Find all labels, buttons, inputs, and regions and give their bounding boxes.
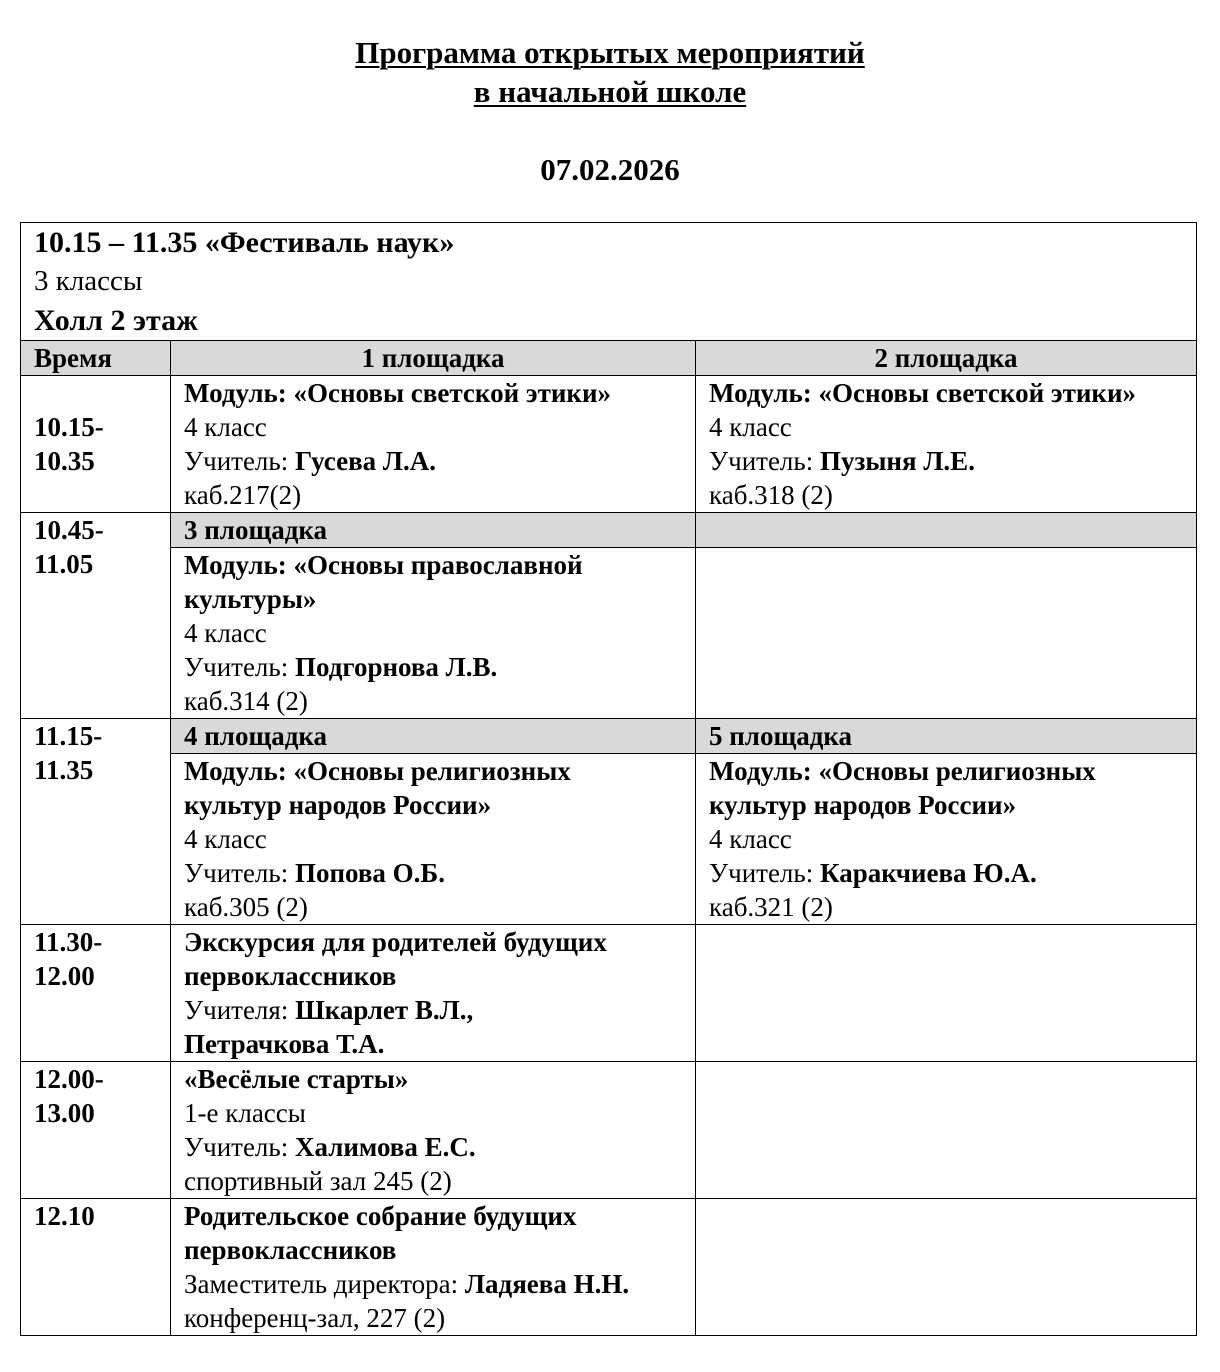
table-row: [21, 1199, 1197, 1336]
document-title-line-2: [0, 72, 1220, 112]
teacher-name: Халимова Е.С.: [294, 1132, 476, 1162]
event-room: каб.314 (2): [184, 686, 308, 716]
table-row: [21, 925, 1197, 1062]
time-start: 11.15-: [34, 721, 103, 751]
time-end: 10.35: [34, 446, 95, 476]
document-date: 07.02.2026: [540, 152, 680, 187]
time-start: 10.45-: [34, 515, 104, 545]
event-title-line-2: культур народов России»: [709, 790, 1017, 820]
document-title-line-1: [0, 33, 1220, 73]
title-line-2-text: в начальной школе: [473, 74, 747, 109]
empty-cell: [696, 1199, 1197, 1336]
event-cell: [171, 1199, 696, 1336]
block-classes: 3 классы: [34, 265, 143, 297]
time-cell: [21, 1062, 171, 1199]
time-start: 12.10: [34, 1201, 95, 1231]
event-title-line-2: культур народов России»: [184, 790, 492, 820]
event-title-line-1: Экскурсия для родителей будущих: [184, 927, 607, 957]
event-title-line-2: первоклассников: [184, 1235, 397, 1265]
event-room: спортивный зал 245 (2): [184, 1166, 452, 1196]
site-header-row: [21, 719, 1197, 754]
table-row: [21, 548, 1197, 719]
teacher-name: Гусева Л.А.: [294, 446, 437, 476]
time-end: 11.35: [34, 755, 94, 785]
time-start: 11.30-: [34, 927, 103, 957]
teacher-label: Учитель:: [709, 858, 820, 888]
title-line-1-text: Программа открытых мероприятий: [355, 35, 865, 70]
event-grade: 4 класс: [184, 824, 267, 854]
event-teacher: [184, 650, 689, 684]
event-cell: [171, 754, 696, 925]
event-title-line-1: Модуль: «Основы православной: [184, 550, 583, 580]
event-room: конференц-зал, 227 (2): [184, 1303, 446, 1333]
teacher-name: Ладяева Н.Н.: [464, 1269, 630, 1299]
schedule-table: [20, 222, 1197, 1336]
time-cell: [21, 513, 171, 719]
event-room: каб.321 (2): [709, 892, 833, 922]
event-teacher: [184, 444, 689, 478]
teacher-label: Учитель:: [184, 652, 295, 682]
teacher-label: Учитель:: [184, 1132, 295, 1162]
table-row: [21, 1062, 1197, 1199]
event-teacher: [709, 856, 1190, 890]
event-title: «Весёлые старты»: [184, 1064, 409, 1094]
table-row: [21, 754, 1197, 925]
site-header-row: [21, 513, 1197, 548]
empty-cell: [696, 548, 1197, 719]
event-title-line-2: культуры»: [184, 584, 317, 614]
event-title-line-2: первоклассников: [184, 961, 397, 991]
event-title-line-1: Модуль: «Основы религиозных: [709, 756, 1096, 786]
time-cell: [21, 925, 171, 1062]
site-label-empty: [696, 513, 1197, 548]
column-header-time: Время: [21, 341, 171, 376]
event-grade: 4 класс: [709, 824, 792, 854]
column-header-row: [21, 341, 1197, 376]
time-cell: [21, 1199, 171, 1336]
event-room: каб.305 (2): [184, 892, 308, 922]
event-grade: 4 класс: [184, 618, 267, 648]
event-title: Модуль: «Основы светской этики»: [709, 378, 1137, 408]
teacher-name: Пузыня Л.Е.: [819, 446, 975, 476]
event-cell: [171, 1062, 696, 1199]
event-grade: 1-е классы: [184, 1098, 306, 1128]
teacher-label: Учитель:: [184, 446, 295, 476]
event-title-line-1: Родительское собрание будущих: [184, 1201, 577, 1231]
teacher-name-1: Шкарлет В.Л.,: [295, 995, 474, 1025]
time-start: 10.15-: [34, 412, 104, 442]
empty-cell: [696, 1062, 1197, 1199]
teacher-name: Подгорнова Л.В.: [294, 652, 498, 682]
event-title: Модуль: «Основы светской этики»: [184, 378, 612, 408]
teacher-name: Попова О.Б.: [294, 858, 446, 888]
empty-cell: [696, 925, 1197, 1062]
teacher-label: Учитель:: [709, 446, 820, 476]
time-end: 11.05: [34, 549, 94, 579]
event-cell: [171, 548, 696, 719]
block-location: Холл 2 этаж: [34, 304, 198, 337]
event-teacher: [709, 444, 1190, 478]
column-header-site-1: 1 площадка: [171, 341, 696, 376]
event-teacher: [184, 1130, 689, 1164]
event-cell: [171, 376, 696, 513]
block-heading: 10.15 – 11.35 «Фестиваль наук»: [34, 226, 455, 259]
time-end: 13.00: [34, 1098, 95, 1128]
event-teacher: [184, 1267, 689, 1301]
time-start: 12.00-: [34, 1064, 104, 1094]
site-label-3: 3 площадка: [171, 513, 696, 548]
event-cell: [696, 376, 1197, 513]
column-header-site-2: 2 площадка: [696, 341, 1197, 376]
teacher-label: Учителя:: [184, 995, 296, 1025]
event-grade: 4 класс: [709, 412, 792, 442]
table-row: [21, 376, 1197, 513]
site-label-4: 4 площадка: [171, 719, 696, 754]
site-label-5: 5 площадка: [696, 719, 1197, 754]
event-title-line-1: Модуль: «Основы религиозных: [184, 756, 571, 786]
time-cell: [21, 719, 171, 925]
block-header-cell: [21, 223, 1197, 341]
event-grade: 4 класс: [184, 412, 267, 442]
event-teacher: [184, 993, 689, 1027]
teacher-label: Учитель:: [184, 858, 295, 888]
event-room: каб.318 (2): [709, 480, 833, 510]
teacher-name: Каракчиева Ю.А.: [819, 858, 1037, 888]
time-end: 12.00: [34, 961, 95, 991]
event-cell: [696, 754, 1197, 925]
time-cell: [21, 376, 171, 513]
event-room: каб.217(2): [184, 480, 302, 510]
teacher-label: Заместитель директора:: [184, 1269, 465, 1299]
block-header-row: [21, 223, 1197, 341]
teacher-name-2: Петрачкова Т.А.: [184, 1029, 385, 1059]
event-teacher: [184, 856, 689, 890]
event-cell: [171, 925, 696, 1062]
